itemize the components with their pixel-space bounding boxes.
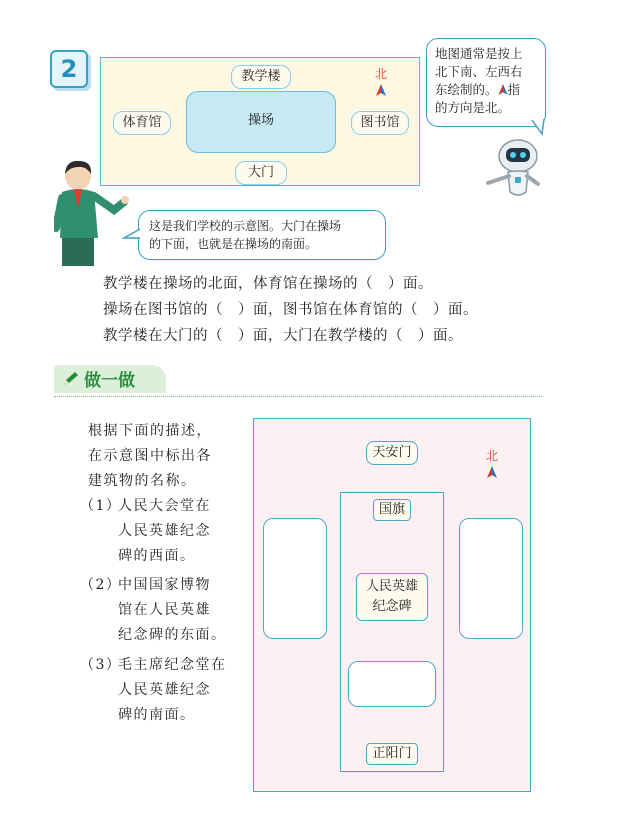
robot-bubble-text: 指 [507, 82, 521, 97]
item-line: 馆在人民英雄 [118, 602, 211, 618]
question-line: 教学楼在大门的（ ）面，大门在教学楼的（ ）面。 [103, 328, 463, 344]
monument-label-line: 人民英雄 [365, 579, 418, 594]
item-line: 人民英雄纪念 [118, 523, 211, 539]
east-building-blank[interactable] [459, 518, 523, 639]
north-arrow-icon [498, 84, 508, 95]
gym-label: 体育馆 [113, 111, 171, 135]
zhengyangmen-label: 正阳门 [366, 743, 418, 765]
robot-bubble-line: 地图通常是按上 [435, 46, 523, 61]
south-building-blank[interactable] [348, 661, 436, 707]
item-line: 人民英雄纪念 [118, 682, 211, 698]
boy-student-icon [54, 158, 132, 266]
practice-item-2 [80, 573, 227, 648]
robot-bubble-tail [530, 118, 550, 138]
north-label: 北 [485, 449, 498, 463]
intro-line: 建筑物的名称。 [88, 473, 197, 489]
flag-label: 国旗 [373, 499, 411, 521]
question-line: 操场在图书馆的（ ）面，图书馆在体育馆的（ ）面。 [103, 302, 478, 318]
item-line: 人民大会堂在 [118, 498, 211, 514]
practice-item-1 [80, 494, 211, 569]
item-line: 碑的南面。 [118, 707, 196, 723]
monument-label [356, 573, 428, 621]
boy-speech-bubble [138, 210, 386, 260]
north-indicator [371, 65, 391, 96]
robot-icon [482, 136, 546, 202]
practice-intro [88, 419, 212, 494]
robot-bubble-line: 的方向是北。 [435, 100, 511, 115]
practice-title: 做一做 [84, 371, 135, 391]
item-number: （3） [80, 657, 122, 673]
dotted-divider [54, 396, 542, 397]
robot-bubble-text: 东绘制的。 [435, 82, 498, 97]
west-building-blank[interactable] [263, 518, 327, 639]
intro-line: 在示意图中标出各 [88, 448, 212, 464]
item-line: 碑的西面。 [118, 548, 196, 564]
robot-bubble-line [435, 81, 537, 99]
square-map [253, 418, 531, 792]
section-number-badge: 2 [50, 50, 88, 88]
practice-item-3 [80, 653, 227, 728]
sports-field: 操场 [186, 91, 336, 153]
boy-bubble-tail [122, 226, 142, 242]
monument-label-line: 纪念碑 [372, 599, 412, 614]
robot-bubble-line: 北下南、左西右 [435, 64, 523, 79]
north-indicator [482, 447, 502, 478]
square-inner-area [340, 492, 444, 772]
tiananmen-label: 天安门 [366, 441, 418, 465]
question-line: 教学楼在操场的北面，体育馆在操场的（ ）面。 [103, 276, 433, 292]
pencil-icon [62, 371, 80, 387]
north-arrow-icon [376, 84, 386, 96]
item-line: 中国国家博物 [118, 577, 211, 593]
item-line: 毛主席纪念堂在 [118, 657, 227, 673]
item-line: 纪念碑的东面。 [118, 627, 227, 643]
campus-map [100, 57, 420, 186]
north-label: 北 [374, 67, 387, 81]
item-number: （1） [80, 498, 122, 514]
intro-line: 根据下面的描述， [88, 423, 212, 439]
item-number: （2） [80, 577, 122, 593]
gate-label: 大门 [235, 161, 287, 185]
boy-bubble-line: 的下面，也就是在操场的南面。 [149, 237, 318, 251]
teaching-building-label: 教学楼 [231, 65, 291, 89]
library-label: 图书馆 [351, 111, 409, 135]
robot-speech-bubble [426, 38, 546, 127]
north-arrow-icon [487, 466, 497, 478]
boy-bubble-line: 这是我们学校的示意图。大门在操场 [149, 219, 342, 233]
